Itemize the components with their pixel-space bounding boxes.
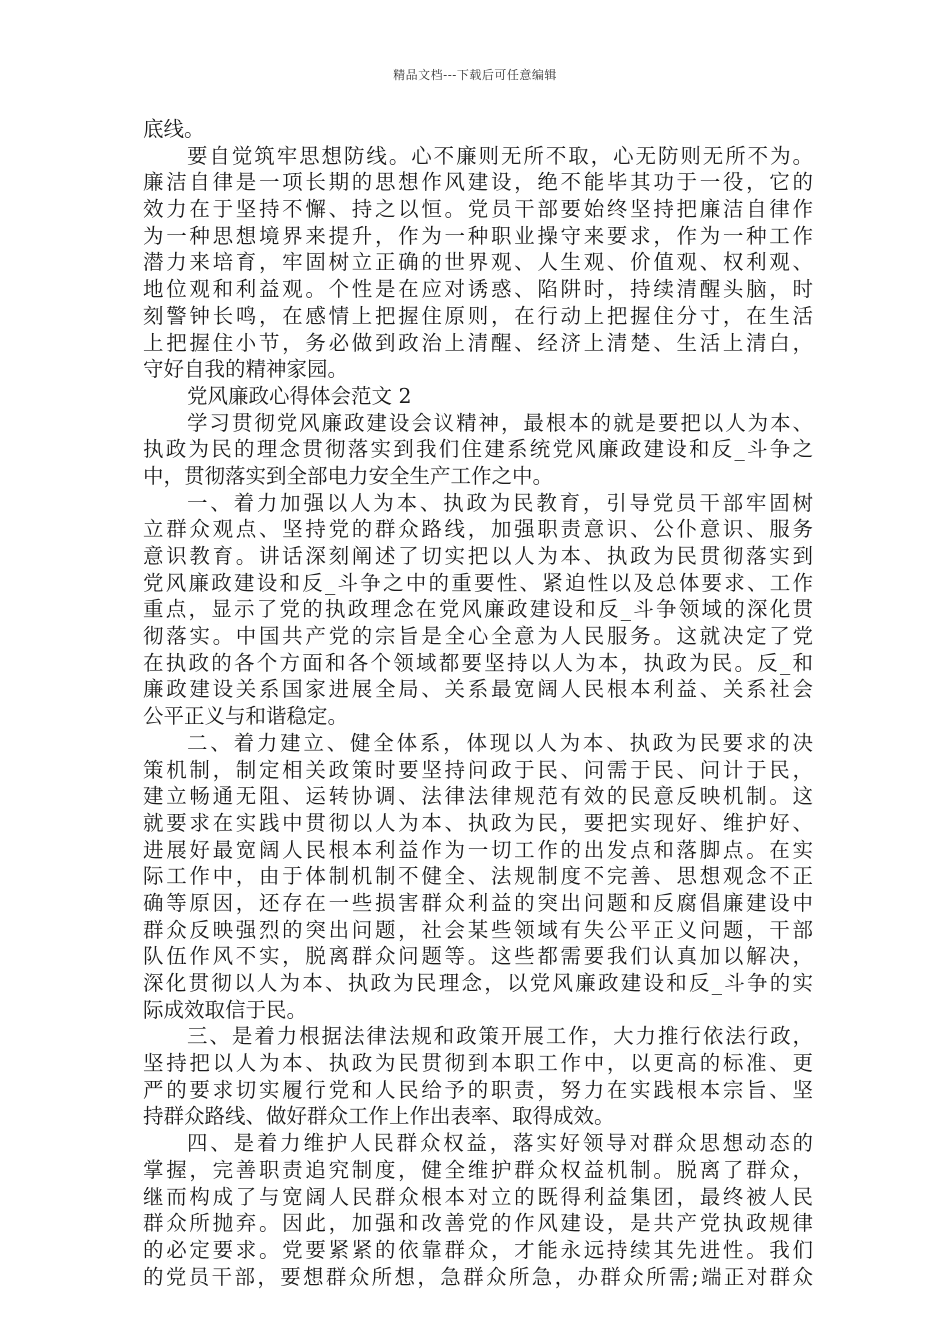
text-line: 彻落实。中国共产党的宗旨是全心全意为人民服务。这就决定了党 (143, 624, 813, 649)
text-line: 立群众观点、坚持党的群众路线，加强职责意识、公仆意识、服务 (143, 517, 813, 542)
text-line: 要自觉筑牢思想防线。心不廉则无所不取，心无防则无所不为。 (187, 143, 813, 168)
document-body (143, 116, 813, 1290)
text-line: 群众所抛弃。因此，加强和改善党的作风建设，是共产党执政规律 (143, 1211, 813, 1236)
text-line: 际工作中，由于体制机制不健全、法规制度不完善、思想观念不正 (143, 864, 813, 889)
text-line: 党风廉政建设和反_斗争之中的重要性、紧迫性以及总体要求、工作 (143, 570, 813, 595)
text-line: 的必定要求。党要紧紧的依靠群众，才能永远持续其先进性。我们 (143, 1237, 813, 1262)
text-line: 队伍作风不实，脱离群众问题等。这些都需要我们认真加以解决， (143, 944, 813, 969)
text-line: 深化贯彻以人为本、执政为民理念，以党风廉政建设和反_斗争的实 (143, 971, 813, 995)
text-line: 策机制，制定相关政策时要坚持问政于民、问需于民、问计于民， (143, 757, 813, 782)
text-line: 中，贯彻落实到全部电力安全生产工作之中。 (143, 463, 553, 488)
text-line: 四、是着力维护人民群众权益，落实好领导对群众思想动态的 (187, 1131, 813, 1156)
text-line: 执政为民的理念贯彻落实到我们住建系统党风廉政建设和反_斗争之 (143, 437, 813, 462)
text-line: 底线。 (143, 117, 205, 141)
text-line: 二、着力建立、健全体系，体现以人为本、执政为民要求的决 (187, 730, 813, 755)
text-line: 上把握住小节，务必做到政治上清醒、经济上清楚、生活上清白， (143, 330, 813, 355)
text-line: 学习贯彻党风廉政建设会议精神，最根本的就是要把以人为本、 (187, 410, 813, 435)
text-line: 党风廉政心得体会范文 2 (187, 383, 412, 408)
text-line: 廉洁自律是一项长期的思想作风建设，绝不能毕其功于一役，它的 (143, 170, 813, 195)
text-line: 的党员干部，要想群众所想，急群众所急，办群众所需;端正对群众 (143, 1264, 813, 1289)
text-line: 进展好最宽阔人民根本利益作为一切工作的出发点和落脚点。在实 (143, 837, 813, 862)
text-line: 就要求在实践中贯彻以人为本、执政为民，要把实现好、维护好、 (143, 810, 813, 835)
text-line: 继而构成了与宽阔人民群众根本对立的既得利益集团，最终被人民 (143, 1184, 813, 1209)
text-line: 严的要求切实履行党和人民给予的职责，努力在实践根本宗旨、坚 (143, 1077, 813, 1102)
text-line: 地位观和利益观。个性是在应对诱惑、陷阱时，持续清醒头脑，时 (143, 277, 813, 302)
text-line: 守好自我的精神家园。 (143, 357, 348, 382)
text-line: 确等原因，还存在一些损害群众利益的突出问题和反腐倡廉建设中 (143, 890, 813, 915)
text-line: 群众反映强烈的突出问题，社会某些领域有失公平正义问题，干部 (143, 917, 813, 942)
text-line: 为一种思想境界来提升，作为一种职业操守来要求，作为一种工作 (143, 223, 813, 248)
text-line: 际成效取信于民。 (143, 997, 307, 1022)
text-line: 坚持把以人为本、执政为民贯彻到本职工作中，以更高的标准、更 (143, 1051, 813, 1076)
text-line: 建立畅通无阻、运转协调、法律法律规范有效的民意反映机制。这 (143, 784, 813, 809)
text-line: 掌握，完善职责追究制度，健全维护群众权益机制。脱离了群众， (143, 1157, 813, 1182)
text-line: 意识教育。讲话深刻阐述了切实把以人为本、执政为民贯彻落实到 (143, 544, 813, 568)
text-line: 三、是着力根据法律法规和政策开展工作，大力推行依法行政， (187, 1024, 813, 1049)
text-line: 刻警钟长鸣，在感情上把握住原则，在行动上把握住分寸，在生活 (143, 303, 813, 328)
text-line: 效力在于坚持不懈、持之以恒。党员干部要始终坚持把廉洁自律作 (143, 197, 813, 222)
text-line: 一、着力加强以人为本、执政为民教育，引导党员干部牢固树 (187, 490, 813, 515)
text-line: 持群众路线、做好群众工作上作出表率、取得成效。 (143, 1104, 615, 1129)
text-line: 重点，显示了党的执政理念在党风廉政建设和反_斗争领域的深化贯 (143, 597, 813, 622)
text-line: 廉政建设关系国家进展全局、关系最宽阔人民根本利益、关系社会 (143, 677, 813, 702)
text-line: 公平正义与和谐稳定。 (143, 704, 348, 729)
text-line: 在执政的各个方面和各个领域都要坚持以人为本，执政为民。反_和 (143, 650, 813, 675)
page-header: 精品文档---下载后可任意编辑 (393, 68, 557, 82)
text-line: 潜力来培育，牢固树立正确的世界观、人生观、价值观、权利观、 (143, 250, 813, 275)
